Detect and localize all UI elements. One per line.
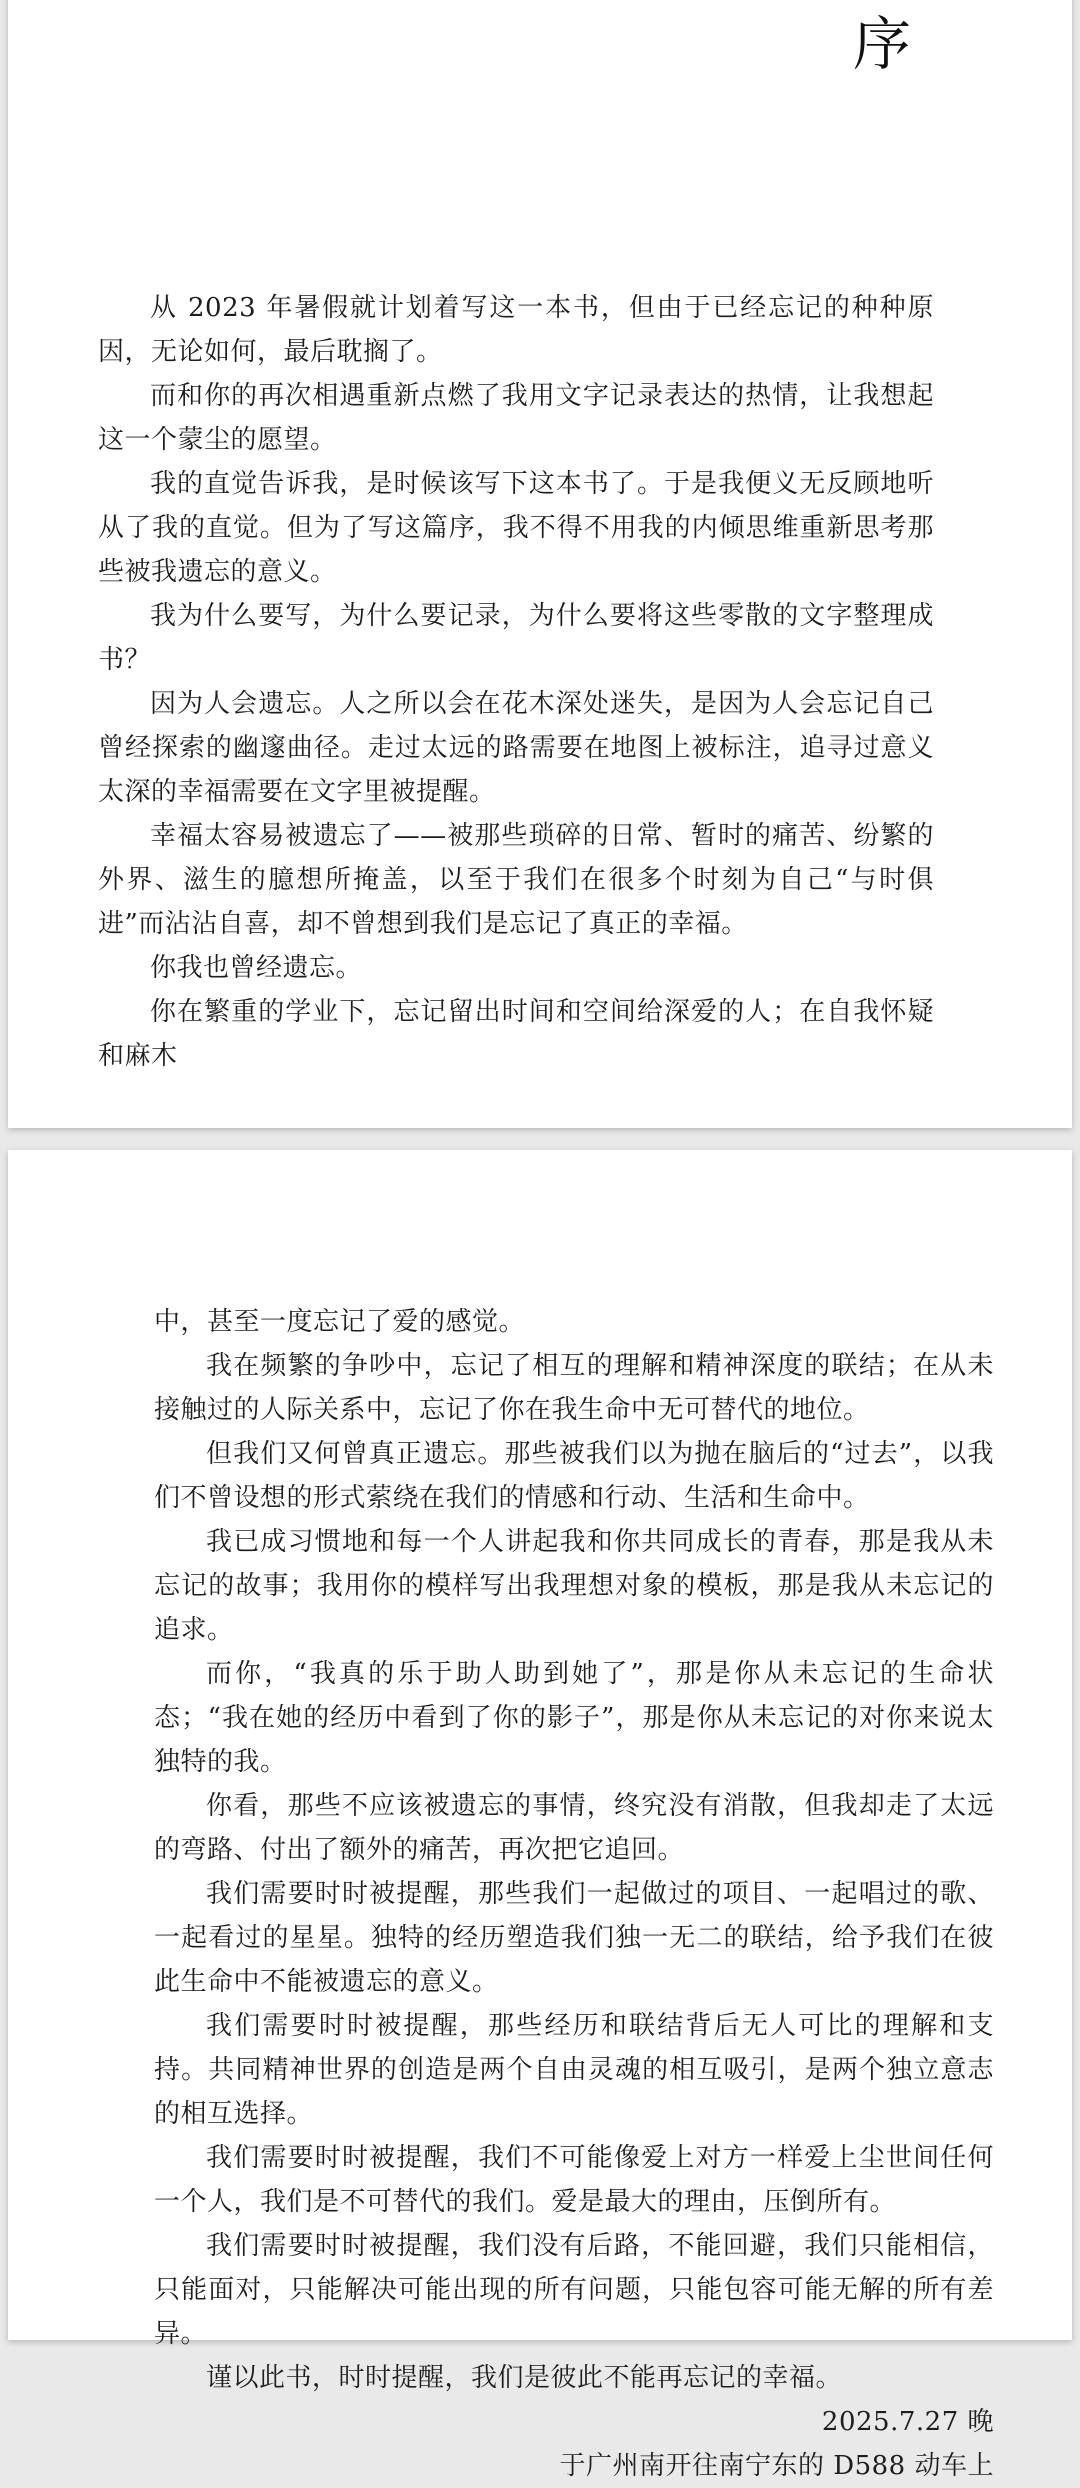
paragraph: 但我们又何曾真正遗忘。那些被我们以为抛在脑后的“过去”，以我们不曾设想的形式萦绕在我们的情感和行动、生活和生命中。 [154,1439,994,1513]
paragraph: 我们需要时时被提醒，那些经历和联结背后无人可比的理解和支持。共同精神世界的创造是两个自由灵魂的相互吸引，是两个独立意志的相互选择。 [154,2011,994,2129]
paragraph: 幸福太容易被遗忘了——被那些琐碎的日常、暂时的痛苦、纷繁的外界、滋生的臆想所掩盖，以至于我们在很多个时刻为自己“与时俱进”而沾沾自喜，却不曾想到我们是忘记了真正的幸福。 [98,821,934,939]
continued-paragraph: 中，甚至一度忘记了爱的感觉。 [154,1307,526,1337]
paragraph: 我们需要时时被提醒，那些我们一起做过的项目、一起唱过的歌、一起看过的星星。独特的经历塑造我们独一无二的联结，给予我们在彼此生命中不能被遗忘的意义。 [154,1879,994,1997]
paragraph: 你在繁重的学业下，忘记留出时间和空间给深爱的人；在自我怀疑和麻木 [98,997,934,1071]
page-1 [8,0,1072,1128]
page-2 [8,1150,1072,2481]
paragraph: 我们需要时时被提醒，我们没有后路，不能回避，我们只能相信，只能面对，只能解决可能出现的所有问题，只能包容可能无解的所有差异。 [154,2231,994,2349]
paragraph: 我在频繁的争吵中，忘记了相互的理解和精神深度的联结；在从未接触过的人际关系中，忘记了你在我生命中无可替代的地位。 [154,1351,994,1425]
paragraph: 而和你的再次相遇重新点燃了我用文字记录表达的热情，让我想起这一个蒙尘的愿望。 [98,381,934,455]
preface-heading: 序 [853,10,912,78]
paragraph: 谨以此书，时时提醒，我们是彼此不能再忘记的幸福。 [206,2363,843,2393]
page-1-body [98,286,934,1078]
paragraph: 因为人会遗忘。人之所以会在花木深处迷失，是因为人会忘记自己曾经探索的幽邃曲径。走过太远的路需要在地图上被标注，追寻过意义太深的幸福需要在文字里被提醒。 [98,689,934,807]
paragraph: 从 2023 年暑假就计划着写这一本书，但由于已经忘记的种种原因，无论如何，最后耽搁了。 [98,293,934,367]
paragraph: 而你，“我真的乐于助人助到她了”，那是你从未忘记的生命状态；“我在她的经历中看到了你的影子”，那是你从未忘记的对你来说太独特的我。 [154,1659,994,1777]
signature-date: 2025.7.27 晚 [821,2407,994,2437]
page-2-body [154,1300,994,2488]
paragraph: 你我也曾经遗忘。 [150,953,363,983]
paragraph: 我的直觉告诉我，是时候该写下这本书了。于是我便义无反顾地听从了我的直觉。但为了写这篇序，我不得不用我的内倾思维重新思考那些被我遗忘的意义。 [98,469,934,587]
paragraph: 我为什么要写，为什么要记录，为什么要将这些零散的文字整理成书？ [98,601,934,675]
paragraph: 我已成习惯地和每一个人讲起我和你共同成长的青春，那是我从未忘记的故事；我用你的模样写出我理想对象的模板，那是我从未忘记的追求。 [154,1527,994,1645]
paragraph: 我们需要时时被提醒，我们不可能像爱上对方一样爱上尘世间任何一个人，我们是不可替代的我们。爱是最大的理由，压倒所有。 [154,2143,994,2217]
signature-location: 于广州南开往南宁东的 D588 动车上 [559,2451,994,2481]
paragraph: 你看，那些不应该被遗忘的事情，终究没有消散，但我却走了太远的弯路、付出了额外的痛苦，再次把它追回。 [154,1791,994,1865]
